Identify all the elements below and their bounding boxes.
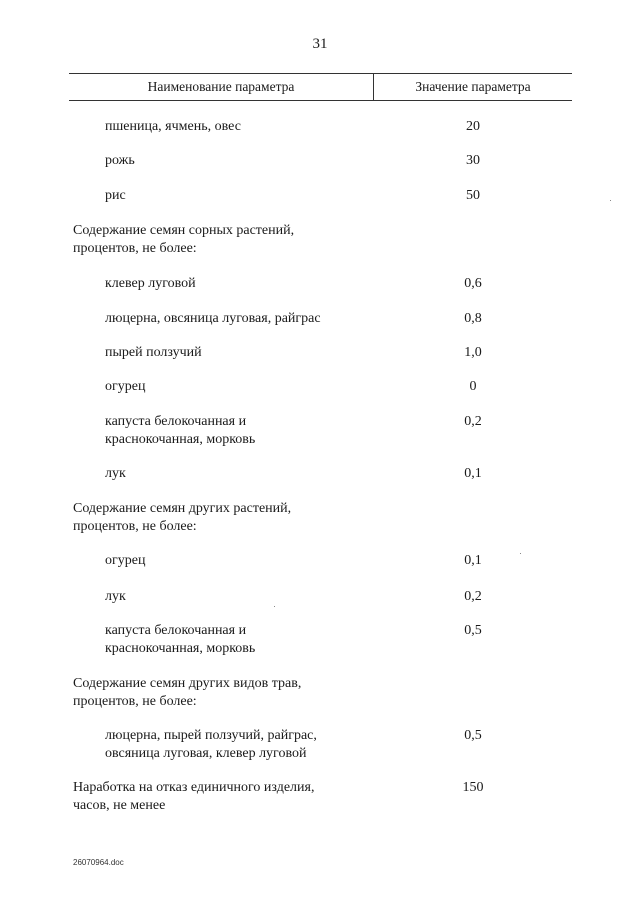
header-value-column: Значение параметра xyxy=(415,79,531,94)
scan-speck xyxy=(610,200,611,201)
row-value: 30 xyxy=(466,153,480,168)
row-name-line2: часов, не менее xyxy=(73,798,166,813)
section-heading-line2: процентов, не более: xyxy=(73,519,197,534)
section-heading-line1: Содержание семян других растений, xyxy=(73,501,292,516)
row-name-line2: краснокочанная, морковь xyxy=(105,432,256,447)
row-value: 0,1 xyxy=(464,466,482,481)
row-name-line2: овсяница луговая, клевер луговой xyxy=(105,746,307,761)
table-header xyxy=(69,73,572,101)
row-name: лук xyxy=(105,466,126,481)
row-value: 1,0 xyxy=(464,345,482,360)
header-name-column: Наименование параметра xyxy=(69,74,374,100)
row-name: огурец xyxy=(105,379,146,394)
row-value: 0,6 xyxy=(464,276,482,291)
section-heading-line1: Содержание семян других видов трав, xyxy=(73,676,302,691)
scan-speck xyxy=(520,553,521,554)
row-name-line2: краснокочанная, морковь xyxy=(105,641,256,656)
row-value: 0,1 xyxy=(464,553,482,568)
row-name-line1: капуста белокочанная и xyxy=(105,623,247,638)
row-name: рис xyxy=(105,188,126,203)
row-name: пшеница, ячмень, овес xyxy=(105,119,241,134)
page-number: 31 xyxy=(312,36,328,52)
document-id: 26070964.doc xyxy=(73,858,124,867)
row-name-line1: люцерна, пырей ползучий, райграс, xyxy=(105,728,317,743)
row-value: 0,2 xyxy=(464,414,482,429)
row-value: 50 xyxy=(466,188,480,203)
row-name: клевер луговой xyxy=(105,276,196,291)
row-value: 0,2 xyxy=(464,589,482,604)
row-value: 0,5 xyxy=(464,623,482,638)
row-value: 20 xyxy=(466,119,480,134)
row-name: огурец xyxy=(105,553,146,568)
row-value: 0 xyxy=(469,379,477,394)
row-name: рожь xyxy=(105,153,135,168)
row-value: 0,8 xyxy=(464,311,482,326)
section-heading-line1: Содержание семян сорных растений, xyxy=(73,223,295,238)
row-name-line1: Наработка на отказ единичного изделия, xyxy=(73,780,315,795)
section-heading-line2: процентов, не более: xyxy=(73,241,197,256)
row-value: 0,5 xyxy=(464,728,482,743)
row-name-line1: капуста белокочанная и xyxy=(105,414,247,429)
row-name: лук xyxy=(105,589,126,604)
row-value: 150 xyxy=(462,780,484,795)
scan-speck xyxy=(274,606,275,607)
row-name: люцерна, овсяница луговая, райграс xyxy=(105,311,321,326)
section-heading-line2: процентов, не более: xyxy=(73,694,197,709)
row-name: пырей ползучий xyxy=(105,345,202,360)
